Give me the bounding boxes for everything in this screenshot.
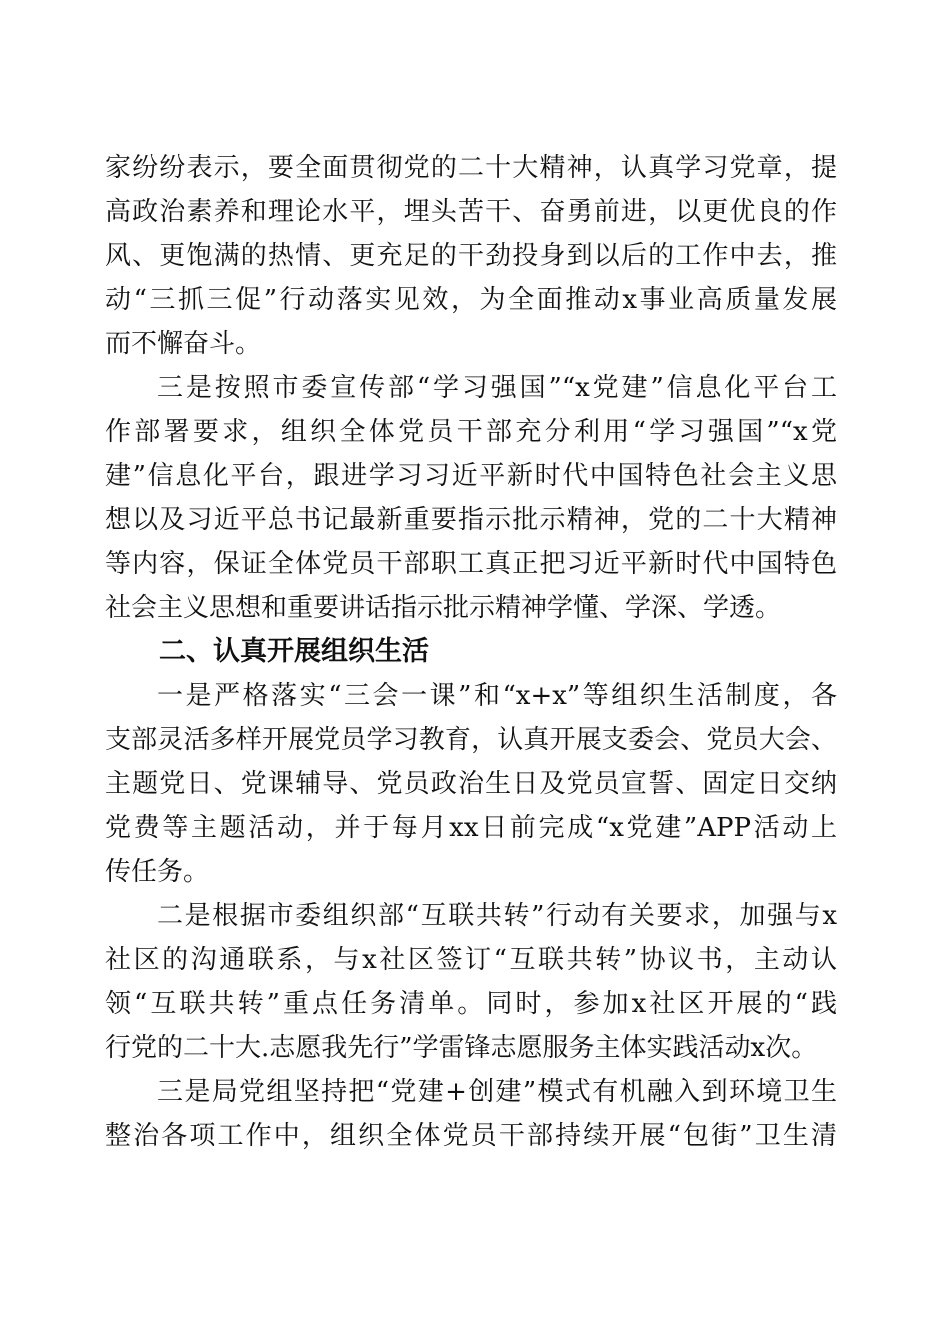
text-line: 领“互联共转”重点任务清单。同时，参加x社区开展的“践 <box>105 989 837 1019</box>
section-heading-two: 二、认真开展组织生活 <box>159 636 429 667</box>
text-line: 等内容，保证全体党员干部职工真正把习近平新时代中国特色 <box>105 549 837 579</box>
text-line: 建”信息化平台，跟进学习习近平新时代中国特色社会主义思 <box>105 461 837 491</box>
text-line: 社会主义思想和重要讲话指示批示精神学懂、学深、学透。 <box>105 593 782 623</box>
text-line: 动“三抓三促”行动落实见效，为全面推动x事业高质量发展 <box>105 285 837 315</box>
text-line: 而不懈奋斗。 <box>105 329 262 359</box>
text-line: 一是严格落实“三会一课”和“x+x”等组织生活制度，各 <box>157 681 837 711</box>
text-line: 三是局党组坚持把“党建+创建”模式有机融入到环境卫生 <box>157 1077 837 1107</box>
document-body <box>105 146 837 1158</box>
text-line: 传任务。 <box>105 857 210 887</box>
text-line: 党费等主题活动，并于每月xx日前完成“x党建”APP活动上 <box>105 813 837 843</box>
text-line: 主题党日、党课辅导、党员政治生日及党员宣誓、固定日交纳 <box>105 769 837 799</box>
text-line: 想以及习近平总书记最新重要指示批示精神，党的二十大精神 <box>105 505 837 535</box>
text-line: 作部署要求，组织全体党员干部充分利用“学习强国”“x党 <box>105 417 837 447</box>
text-line: 二是根据市委组织部“互联共转”行动有关要求，加强与x <box>157 901 837 931</box>
text-line: 家纷纷表示，要全面贯彻党的二十大精神，认真学习党章，提 <box>105 153 837 183</box>
text-line: 整治各项工作中，组织全体党员干部持续开展“包街”卫生清 <box>105 1121 837 1151</box>
text-line: 三是按照市委宣传部“学习强国”“x党建”信息化平台工 <box>157 373 837 403</box>
text-line: 风、更饱满的热情、更充足的干劲投身到以后的工作中去，推 <box>105 241 837 271</box>
text-line: 支部灵活多样开展党员学习教育，认真开展支委会、党员大会、 <box>105 725 837 755</box>
text-line: 社区的沟通联系，与x社区签订“互联共转”协议书，主动认 <box>105 945 837 975</box>
text-line: 高政治素养和理论水平，埋头苦干、奋勇前进，以更优良的作 <box>105 197 837 227</box>
text-line: 行党的二十大.志愿我先行”学雷锋志愿服务主体实践活动x次。 <box>105 1033 818 1063</box>
